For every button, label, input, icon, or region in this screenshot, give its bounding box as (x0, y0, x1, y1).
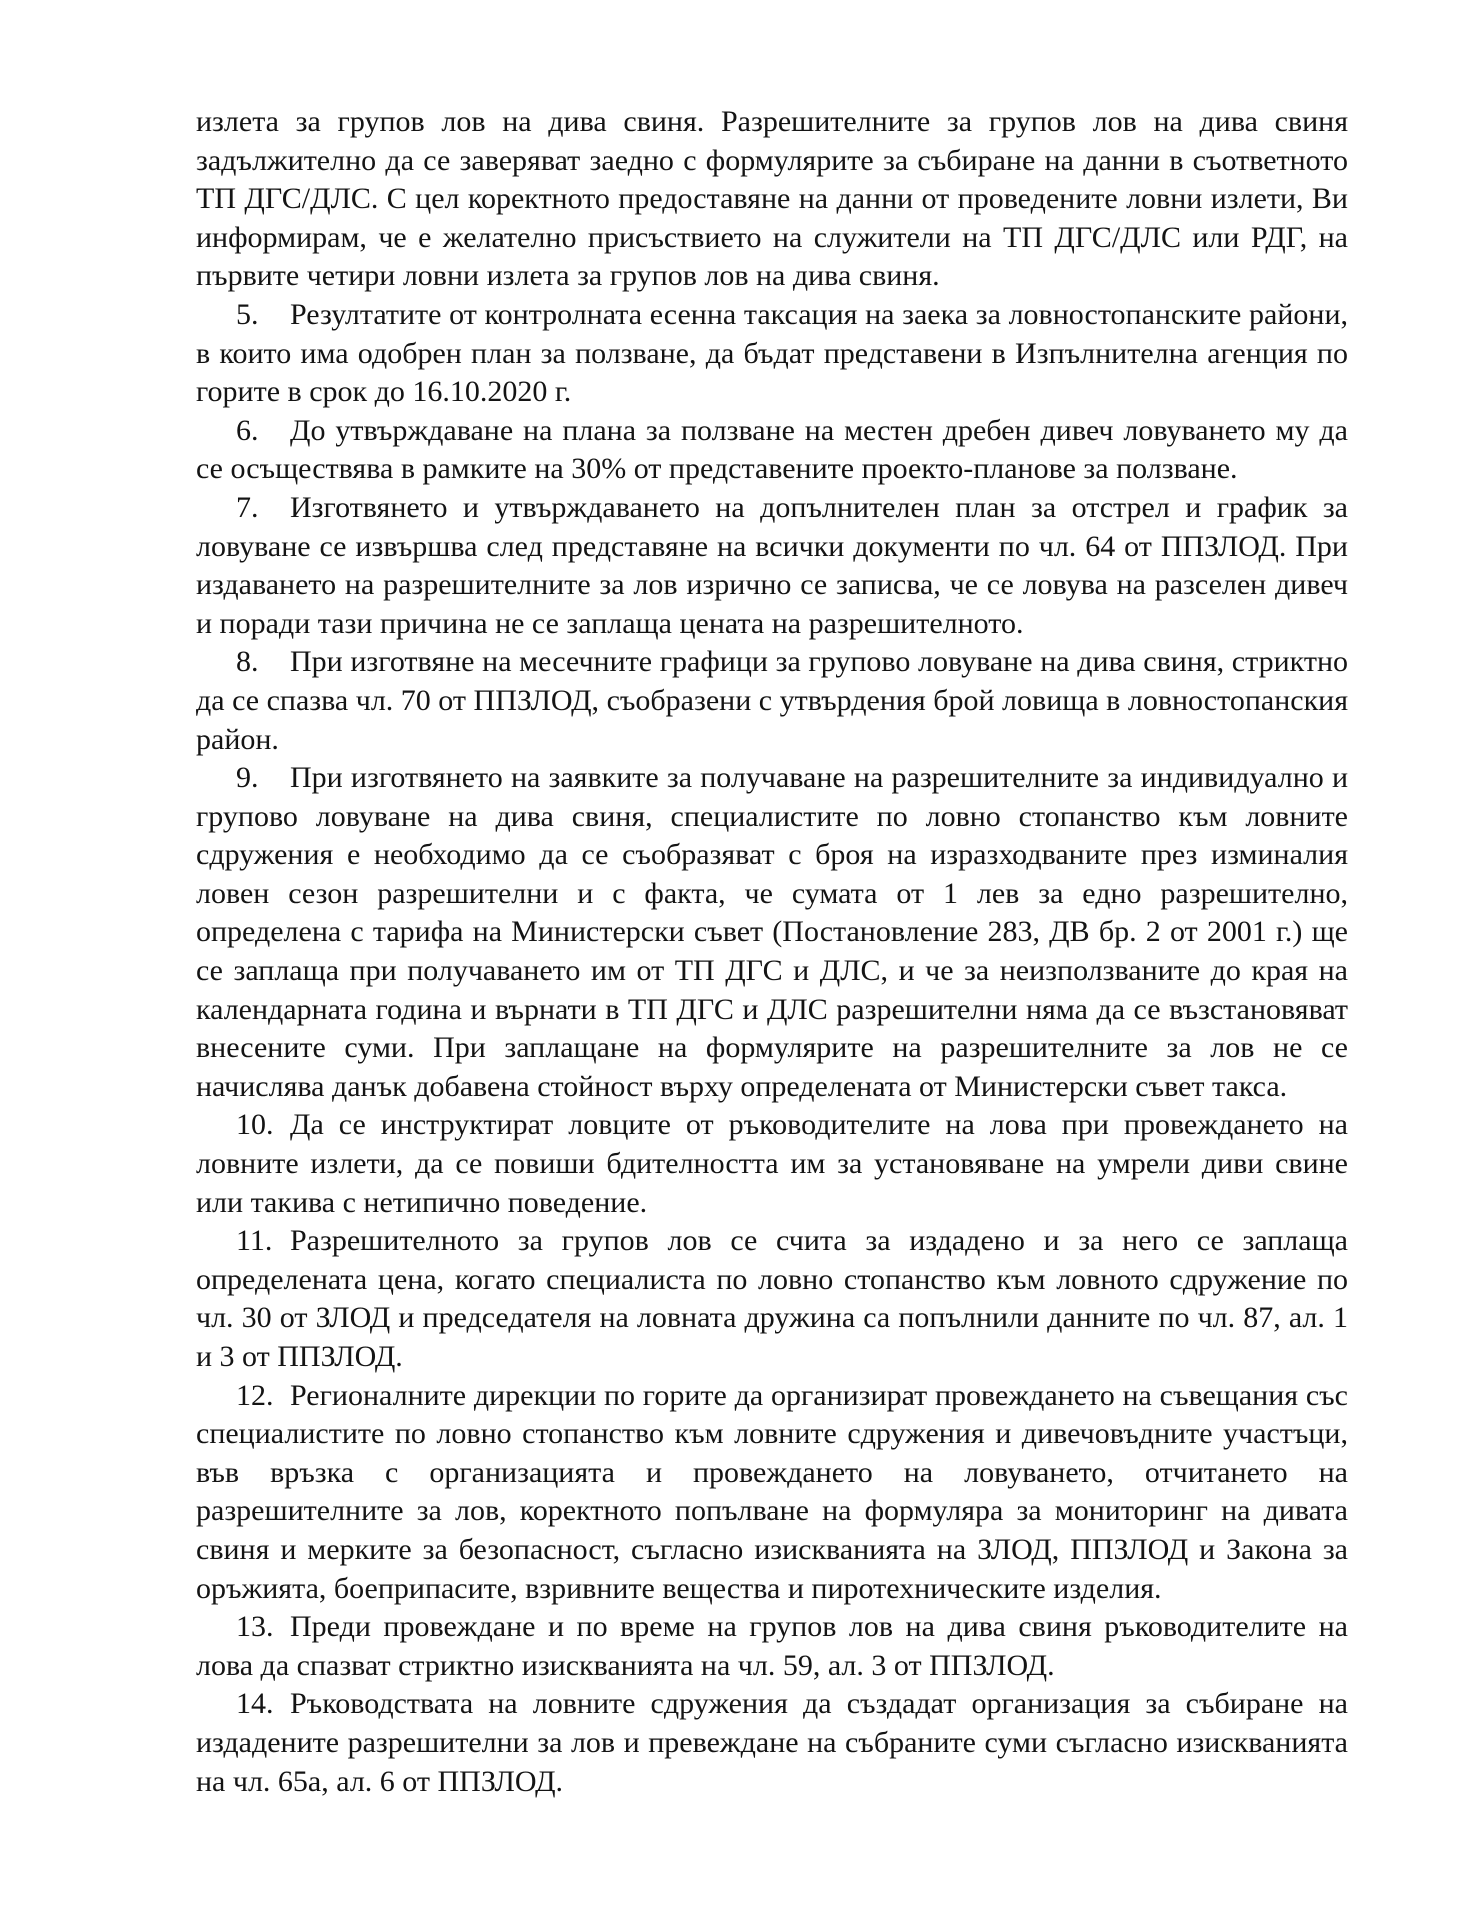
item-text: Регионалните дирекции по горите да организират провеждането на съвещания със специалистите по ловно стопанство към ловните сдружения и дивечовъдните участъци, във връзка с организацията и провеждането на ловуването, отчитането на разрешителните за лов, коректното попълване на формуляра за мониторинг на дивата свиня и мерките за безопасност, съгласно изискванията на ЗЛОД, ППЗЛОД и Закона за оръжията, боеприпасите, взривните вещества и пиротехническите изделия. (196, 1378, 1348, 1605)
paragraph-item-9 (196, 759, 1348, 1106)
item-text: Преди провеждане и по време на групов лов на дива свиня ръководителите на лова да спазват стриктно изискванията на чл. 59, ал. 3 от ППЗЛОД. (196, 1610, 1348, 1682)
item-number: 10. (236, 1108, 274, 1142)
item-number: 12. (236, 1378, 274, 1412)
item-number: 7. (236, 490, 259, 524)
paragraph-item-5 (196, 296, 1348, 412)
item-text: Резултатите от контролната есенна таксация на заека за ловностопанските райони, в които има одобрен план за ползване, да бъдат представени в Изпълнителна агенция по горите в срок до 16.10.2020 г. (196, 297, 1348, 409)
paragraph-item-7 (196, 489, 1348, 643)
paragraph-item-11 (196, 1222, 1348, 1376)
item-text: До утвърждаване на плана за ползване на местен дребен дивеч ловуването му да се осъществява в рамките на 30% от представените проекто-планове за ползване. (196, 413, 1348, 486)
item-number: 9. (236, 761, 259, 795)
item-text: Разрешителното за групов лов се счита за издадено и за него се заплаща определената цена, когато специалиста по ловно стопанство към ловното сдружение по чл. 30 от ЗЛОД и председателя на ловната дружина са попълнили данните по чл. 87, ал. 1 и 3 от ППЗЛОД. (196, 1224, 1348, 1373)
paragraph-item-12 (196, 1377, 1348, 1609)
item-number: 14. (236, 1687, 274, 1721)
item-text: Ръководствата на ловните сдружения да създадат организация за събиране на издадените разрешителни за лов и превеждане на събраните суми съгласно изискванията на чл. 65а, ал. 6 от ППЗЛОД. (196, 1687, 1348, 1798)
item-text: При изготвяне на месечните графици за групово ловуване на дива свиня, стриктно да се спазва чл. 70 от ППЗЛОД, съобразени с утвърдения брой ловища в ловностопанския район. (196, 645, 1348, 756)
paragraph-item-6 (196, 412, 1348, 489)
paragraph-item-10 (196, 1106, 1348, 1222)
paragraph-item-13 (196, 1608, 1348, 1685)
item-number: 6. (236, 413, 259, 447)
text-block (196, 103, 1348, 1801)
item-number: 5. (236, 297, 259, 331)
item-text: Изготвянето и утвърждаването на допълнителен план за отстрел и график за ловуване се извършва след представяне на всички документи по чл. 64 от ППЗЛОД. При издаването на разрешителните за лов изрично се записва, че се ловува на разселен дивеч и поради тази причина не се заплаща цената на разрешителното. (196, 490, 1348, 640)
paragraph-item-14 (196, 1685, 1348, 1801)
item-number: 13. (236, 1610, 274, 1644)
paragraph-item-8 (196, 643, 1348, 759)
item-text: Да се инструктират ловците от ръководителите на лова при провеждането на ловните излети, да се повиши бдителността им за установяване на умрели диви свине или такива с нетипично поведение. (196, 1108, 1348, 1219)
item-number: 11. (236, 1224, 273, 1258)
item-text: При изготвянето на заявките за получаване на разрешителните за индивидуално и групово ловуване на дива свиня, специалистите по ловно стопанство към ловните сдружения е необходимо да се съобразяват с броя на изразходваните през изминалия ловен сезон разрешителни и с факта, че сумата от 1 лев за едно разрешително, определена с тарифа на Министерски съвет (Постановление 283, ДВ бр. 2 от 2001 г.) ще се заплаща при получаването им от ТП ДГС и ДЛС, и че за неизползваните до края на календарната година и върнати в ТП ДГС и ДЛС разрешителни няма да се възстановяват внесените суми. При заплащане на формулярите на разрешителните за лов не се начислява данък добавена стойност върху определената от Министерски съвет такса. (196, 761, 1348, 1103)
item-number: 8. (236, 645, 259, 679)
intro-paragraph: излета за групов лов на дива свиня. Разрешителните за групов лов на дива свиня задължително да се заверяват заедно с формулярите за събиране на данни в съответното ТП ДГС/ДЛС. С цел коректното предоставяне на данни от проведените ловни излети, Ви информирам, че е желателно присъствието на служители на ТП ДГС/ДЛС или РДГ, на първите четири ловни излета за групов лов на дива свиня. (196, 105, 1348, 293)
